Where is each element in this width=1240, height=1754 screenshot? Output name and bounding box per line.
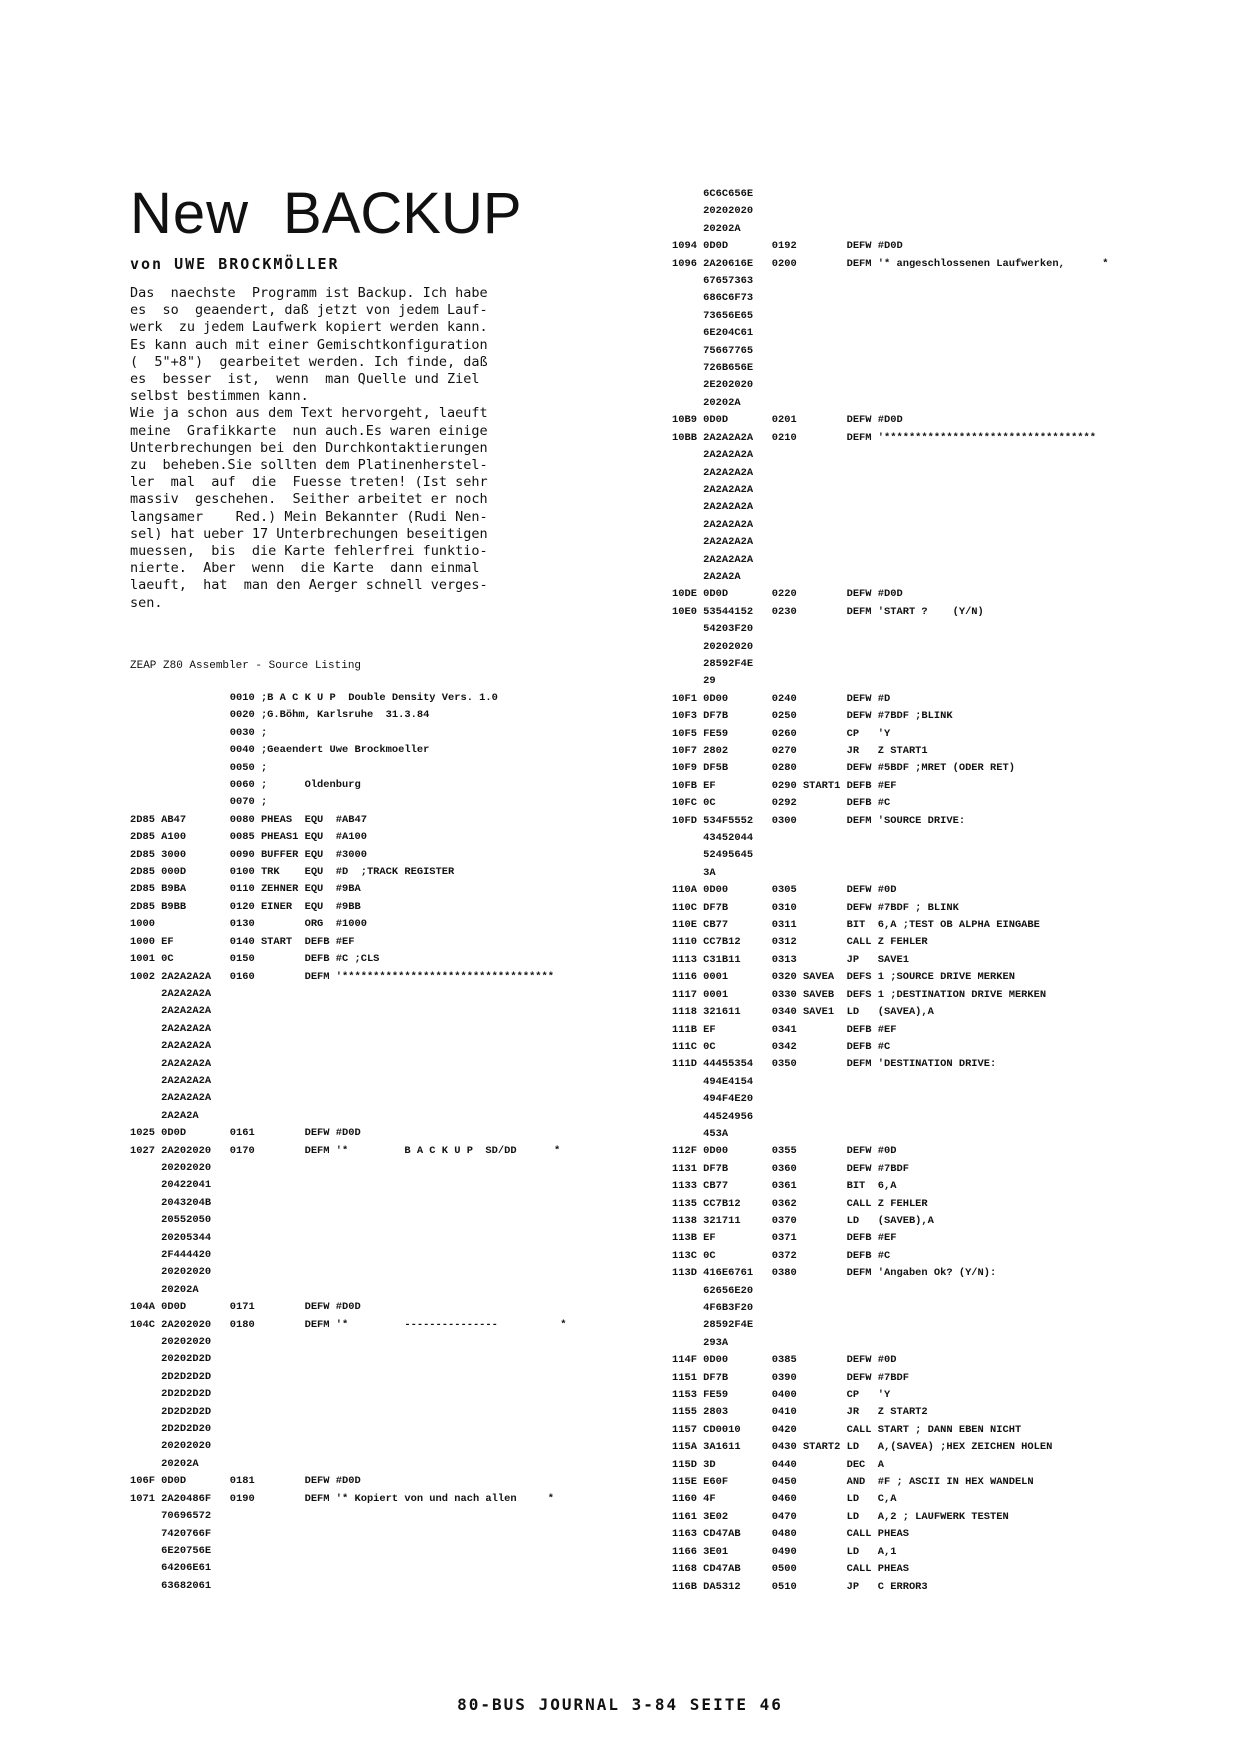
- article-intro-text: Das naechste Programm ist Backup. Ich habe es so geaendert, daß jetzt von jedem Lauf- werk zu jedem Laufwerk kopiert werden kann. Es kann auch mit einer Gemischtkonfiguration ( 5"+8") gearbeitet werden. Ich finde, daß es besser ist, wenn man Quelle und Ziel selbst bestimmen kann. Wie ja schon aus dem Text hervorgeht, laeuft meine Grafikkarte nun auch.Es waren einige Unterbrechungen bei den Durchkontaktierungen zu beheben.Sie sollten dem Platinenherstel- ler mal auf die Fuesse treten! (Ist sehr massiv geschehen. Seither arbeitet er noch langsamer Red.) Mein Bekannter (Rudi Nen- sel) hat ueber 17 Unterbrechungen beseitigen muessen, bis die Karte fehlerfrei funktio- nierte. Aber wenn die Karte dann einmal laeuft, hat man den Aerger schnell verges- sen.: [130, 285, 488, 611]
- article-title: [130, 180, 600, 247]
- article-byline: von UWE BROCKMÖLLER: [130, 255, 340, 273]
- page-footer: 80-BUS JOURNAL 3-84 SEITE 46: [457, 1695, 783, 1714]
- source-listing-left: 0010 ;B A C K U P Double Density Vers. 1.0 0020 ;G.Böhm, Karlsruhe 31.3.84 0030 ; 0040 ;Geaendert Uwe Brockmoeller 0050 ; 0060 ; Oldenburg 0070 ; 2D85 AB47 0080 PHEAS EQU #AB47 2D85 A100 0085 PHEAS1 EQU #A100 2D85 3000 0090 BUFFER EQU #3000 2D85 000D 0100 TRK EQU #D ;TRACK REGISTER 2D85 B9BA 0110 ZEHNER EQU #9BA 2D85 B9BB 0120 EINER EQU #9BB 1000 0130 ORG #1000 1000 EF 0140 START DEFB #EF 1001 0C 0150 DEFB #C ;CLS 1002 2A2A2A2A 0160 DEFM '********************************** 2A2A2A2A 2A2A2A2A 2A2A2A2A 2A2A2A2A 2A2A2A2A 2A2A2A2A 2A2A2A2A 2A2A2A 1025 0D0D 0161 DEFW #D0D 1027 2A202020 0170 DEFM '* B A C K U P SD/DD * 20202020 20422041 2043204B 20552050 20205344 2F444420 20202020 20202A 104A 0D0D 0171 DEFW #D0D 104C 2A202020 0180 DEFM '* --------------- * 20202020 20202D2D 2D2D2D2D 2D2D2D2D 2D2D2D2D 2D2D2D20 20202020 20202A 106F 0D0D 0181 DEFW #D0D 1071 2A20486F 0190 DEFM '* Kopiert von und nach allen * 70696572 7420766F 6E20756E 64206E61 63682061: [130, 692, 567, 1592]
- listing-header: ZEAP Z80 Assembler - Source Listing: [130, 660, 362, 672]
- article-column: [130, 180, 600, 612]
- title-word-backup: BACKUP: [283, 181, 522, 246]
- source-listing-right: 6C6C656E 20202020 20202A 1094 0D0D 0192 DEFW #D0D 1096 2A20616E 0200 DEFM '* angeschlossenen Laufwerken, * 67657363 686C6F73 73656E65 6E204C61 75667765 726B656E 2E202020 20202A 10B9 0D0D 0201 DEFW #D0D 10BB 2A2A2A2A 0210 DEFM '********************************** 2A2A2A2A 2A2A2A2A 2A2A2A2A 2A2A2A2A 2A2A2A2A 2A2A2A2A 2A2A2A2A 2A2A2A 10DE 0D0D 0220 DEFW #D0D 10E0 53544152 0230 DEFM 'START ? (Y/N) 54203F20 20202020 28592F4E 29 10F1 0D00 0240 DEFW #D 10F3 DF7B 0250 DEFW #7BDF ;BLINK 10F5 FE59 0260 CP 'Y 10F7 2802 0270 JR Z START1 10F9 DF5B 0280 DEFW #5BDF ;MRET (ODER RET) 10FB EF 0290 START1 DEFB #EF 10FC 0C 0292 DEFB #C 10FD 534F5552 0300 DEFM 'SOURCE DRIVE: 43452044 52495645 3A 110A 0D00 0305 DEFW #0D 110C DF7B 0310 DEFW #7BDF ; BLINK 110E CB77 0311 BIT 6,A ;TEST OB ALPHA EINGABE 1110 CC7B12 0312 CALL Z FEHLER 1113 C31B11 0313 JP SAVE1 1116 0001 0320 SAVEA DEFS 1 ;SOURCE DRIVE MERKEN 1117 0001 0330 SAVEB DEFS 1 ;DESTINATION DRIVE MERKEN 1118 321611 0340 SAVE1 LD (SAVEA),A 111B EF 0341 DEFB #EF 111C 0C 0342 DEFB #C 111D 44455354 0350 DEFM 'DESTINATION DRIVE: 494E4154 494F4E20 44524956 453A 112F 0D00 0355 DEFW #0D 1131 DF7B 0360 DEFW #7BDF 1133 CB77 0361 BIT 6,A 1135 CC7B12 0362 CALL Z FEHLER 1138 321711 0370 LD (SAVEB),A 113B EF 0371 DEFB #EF 113C 0C 0372 DEFB #C 113D 416E6761 0380 DEFM 'Angaben Ok? (Y/N): 62656E20 4F6B3F20 28592F4E 293A 114F 0D00 0385 DEFW #0D 1151 DF7B 0390 DEFW #7BDF 1153 FE59 0400 CP 'Y 1155 2803 0410 JR Z START2 1157 CD0010 0420 CALL START ; DANN EBEN NICHT 115A 3A1611 0430 START2 LD A,(SAVEA) ;HEX ZEICHEN HOLEN 115D 3D 0440 DEC A 115E E60F 0450 AND #F ; ASCII IN HEX WANDELN 1160 4F 0460 LD C,A 1161 3E02 0470 LD A,2 ; LAUFWERK TESTEN 1163 CD47AB 0480 CALL PHEAS 1166 3E01 0490 LD A,1 1168 CD47AB 0500 CALL PHEAS 116B DA5312 0510 JP C ERROR3: [672, 188, 1109, 1593]
- title-word-new: New: [130, 181, 250, 246]
